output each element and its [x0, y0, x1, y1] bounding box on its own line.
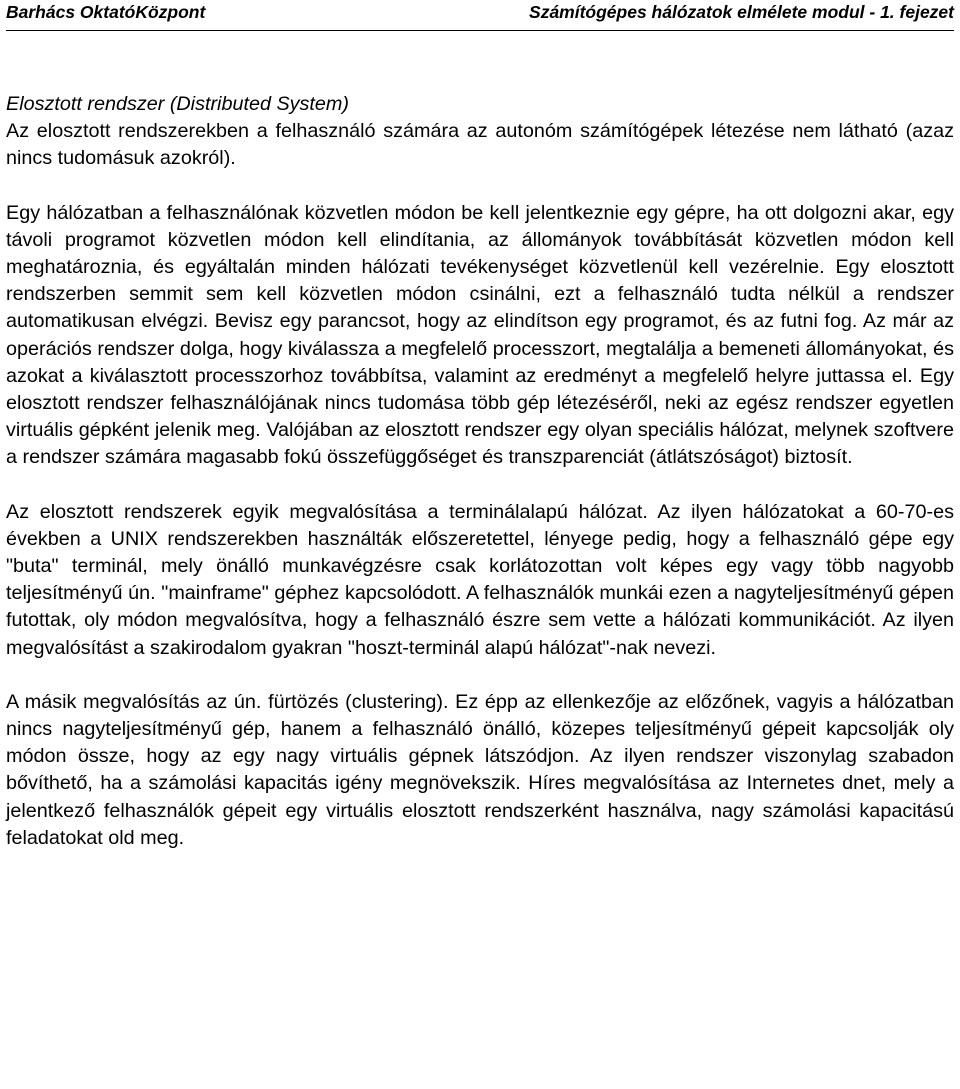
header-organization: Barhács OktatóKözpont: [6, 2, 206, 22]
body-paragraph-3: A másik megvalósítás az ún. fürtözés (clustering). Ez épp az ellenkezője az előzőnek, vagyis a hálózatban nincs nagyteljesítményű gép, hanem a felhasználó önálló, közepes teljesítményű gépeit kapcsolják oly módon össze, hogy az egy nagy virtuális gépnek látszódjon. Az ilyen rendszer viszonylag szabadon bővíthető, ha a számolási kapacitás igény megnövekszik. Híres megvalósítása az Internetes dnet, mely a jelentkező felhasználók gépeit egy virtuális elosztott rendszerként használva, nagy számolási kapacitású feladatokat old meg.: [6, 690, 954, 849]
body-paragraph-1: Egy hálózatban a felhasználónak közvetlen módon be kell jelentkeznie egy gépre, ha ott dolgozni akar, egy távoli programot közvetlen módon kell elindítania, az állományok továbbítását közvetlen módon kell meghatároznia, és egyáltalán minden hálózati tevékenységet közvetlenül kell vezérelnie. Egy elosztott rendszerben semmit sem kell közvetlen módon csinálni, ezt a felhasználó tudta nélkül a rendszer automatikusan elvégzi. Bevisz egy parancsot, hogy az elindítson egy programot, és az futni fog. Az már az operációs rendszer dolga, hogy kiválassza a megfelelő processzort, megtalálja a bemeneti állományokat, és azokat a kiválasztott processzorhoz továbbítsa, valamint az eredményt a megfelelő helyre juttassa el. Egy elosztott rendszer felhasználójának nincs tudomása több gép létezéséről, neki az egész rendszer egyetlen virtuális gépként jelenik meg. Valójában az elosztott rendszer egy olyan speciális hálózat, melynek szoftvere a rendszer számára magasabb fokú összefüggőséget és transzparenciát (átlátszóságot) biztosít.: [6, 201, 954, 469]
body-paragraph-2: Az elosztott rendszerek egyik megvalósítása a terminálalapú hálózat. Az ilyen hálózatokat a 60-70-es években a UNIX rendszerekben használták előszeretettel, lényege pedig, hogy a felhasználó gépe egy "buta" terminál, mely önálló munkavégzésre csak korlátozottan volt képes egy vagy több nagyobb teljesítményű ún. "mainframe" géphez kapcsolódott. A felhasználók munkái ezen a nagyteljesítményű gépen futottak, oly módon megvalósítva, hogy a felhasználó észre sem vette a hálózati kommunikációt. Az ilyen megvalósítást a szakirodalom gyakran "hoszt-terminál alapú hálózat"-nak nevezi.: [6, 500, 954, 659]
page-header: [6, 0, 954, 31]
header-module-title: Számítógépes hálózatok elmélete modul - 1. fejezet: [529, 2, 954, 22]
document-body: [6, 91, 954, 852]
section-title: Elosztott rendszer (Distributed System): [6, 93, 349, 115]
intro-paragraph: Az elosztott rendszerekben a felhasználó számára az autonóm számítógépek létezése nem látható (azaz nincs tudomásuk azokról).: [6, 120, 954, 170]
